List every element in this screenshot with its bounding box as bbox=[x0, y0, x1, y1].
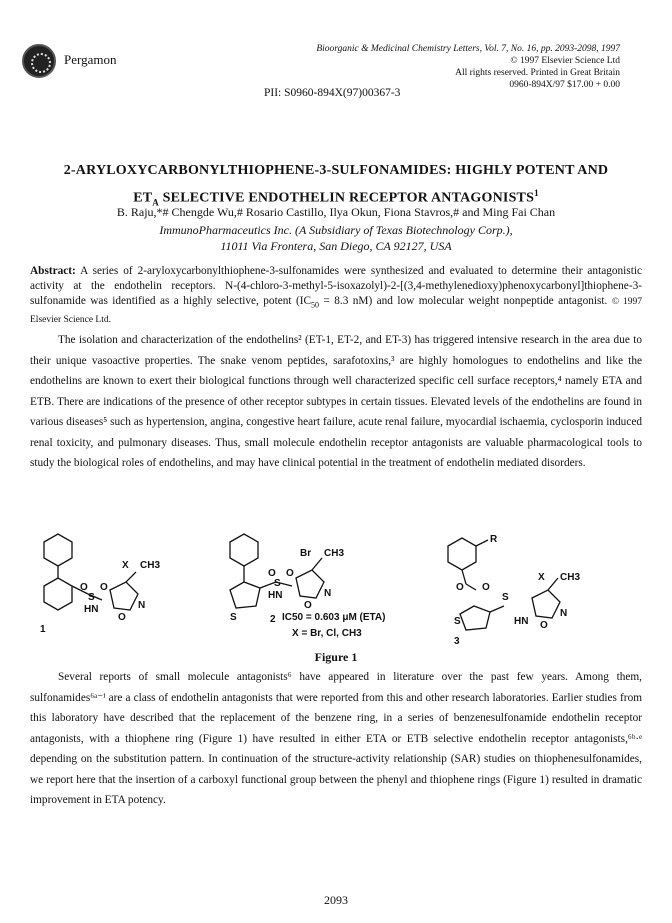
fig-o-ring-2: O bbox=[304, 600, 312, 611]
fig-ic50: IC50 = 0.603 μM (ETA) bbox=[282, 612, 386, 623]
journal-citation bbox=[316, 43, 620, 91]
fig-hn-label-2: HN bbox=[268, 590, 283, 601]
fig-ch3-label-1: CH3 bbox=[140, 560, 161, 571]
fig-x-definition: X = Br, Cl, CH3 bbox=[292, 628, 362, 639]
affiliation bbox=[40, 222, 632, 254]
fig-n-label-2: N bbox=[324, 588, 332, 599]
title-line-1: 2-ARYLOXYCARBONYLTHIOPHENE-3-SULFONAMIDES: HIGHLY POTENT AND bbox=[63, 163, 609, 178]
title-line-2: $ET_A$ SELECTIVE ENDOTHELIN RECEPTOR ANTAGONISTS$^1$ bbox=[133, 188, 539, 208]
page-number: 2093 bbox=[324, 893, 348, 907]
fig-o-ring-1: O bbox=[118, 612, 126, 623]
compound-2-label: 2 bbox=[270, 614, 276, 625]
fig-hn-label-3: HN bbox=[514, 616, 529, 627]
body-paragraph-2: Several reports of small molecule antagonists⁶ have appeared in literature over the past few years. Among them, sulfonamides⁶ᵃ⁻ⁱ are a class of endothelin antagonists that were reported from this and other research laboratories. Earlier studies from this laboratory have described that the replacement of the benzene ring, in a series of benzenesulfonamide endothelin receptor antagonists, with a thiophene ring (Figure 1) have resulted in either ETA or ETB selective endothelin receptor antagonists,⁶ᵇ·ᵉ depending on the substitution pattern. In continuation of the structure-activity relationship (SAR) studies on thiophenesulfonamides, we report here that the insertion of a carboxyl functional group between the phenyl and thiophene rings (Figure 1) resulted in dramatic improvement in ETA potency. bbox=[30, 671, 642, 806]
abstract-copyright: © 1997 Elsevier Science Ltd. bbox=[30, 297, 643, 326]
fig-br-label: Br bbox=[300, 548, 312, 559]
fig-o-ring-3: O bbox=[540, 620, 548, 631]
fig-o-ester-3: O bbox=[456, 582, 464, 593]
fig-s-label-2: S bbox=[274, 578, 281, 589]
fig-thiophene-s-2: S bbox=[230, 612, 237, 623]
pergamon-logo bbox=[22, 44, 56, 78]
fig-ch3-label-3: CH3 bbox=[560, 572, 581, 583]
price-line: 0960-894X/97 $17.00 + 0.00 bbox=[509, 80, 620, 90]
affiliation-line-1: ImmunoPharmaceutics Inc. (A Subsidiary of Texas Biotechnology Corp.), bbox=[159, 223, 513, 237]
fig-n-label-3: N bbox=[560, 608, 568, 619]
fig-n-label-1: N bbox=[138, 600, 146, 611]
abstract-label: Abstract: bbox=[30, 265, 76, 277]
fig-o-carbonyl-3: O bbox=[482, 582, 490, 593]
figure-caption: Figure 1 bbox=[314, 650, 358, 664]
fig-hn-label-1: HN bbox=[84, 604, 99, 615]
rights-line: All rights reserved. Printed in Great Britain bbox=[455, 68, 620, 78]
intro-paragraph: The isolation and characterization of the endothelins² (ET-1, ET-2, and ET-3) has triggered intensive research in the area due to their unique vasoactive properties. The snake venom peptides, sarafotoxins,³ are highly homologues to endothelins and like the endothelins are known to exert their biological functions through well characterized specific cell surface receptors,⁴ namely ETA and ETB. There are indications of the presence of other receptor subtypes in certain tissues. Elevated levels of the endothelins are found in various diseases⁵ such as hypertension, angina, congestive heart failure, acute renal failure, myocardial ischaemia, cyclosporin induced renal toxicity, and pulmonary diseases. Thus, small molecule endothelin receptor antagonists are valuable pharmacological tools to study the biological roles of endothelins, and may have clinical potential in the treatment of endothelin mediated disorders. bbox=[30, 334, 642, 469]
compound-1-label: 1 bbox=[40, 624, 46, 635]
fig-o-label-1: O bbox=[80, 582, 88, 593]
abstract: Abstract: A series of 2-aryloxycarbonylthiophene-3-sulfonamides were synthesized and evaluated to determine their antagonistic activity at the endothelin receptors. N-(4-chloro-3-methyl-5-isoxazolyl)-2-[(3,4-methylenedioxy)phenoxycarbonyl]thiophene-3-sulfonamide was identified as a highly selective, potent ($IC_{50} = 8.3$ nM) and low molecular weight nonpeptide antagonist. © 1997 Elsevier Science Ltd. bbox=[30, 265, 643, 326]
figure-1-structures bbox=[30, 528, 642, 648]
journal-line: Bioorganic & Medicinal Chemistry Letters, Vol. 7, No. 16, pp. 2093-2098, 1997 bbox=[316, 44, 620, 54]
author-list: B. Raju,*# Chengde Wu,# Rosario Castillo, Ilya Okun, Fiona Stavros,# and Ming Fai Chan bbox=[116, 205, 556, 219]
fig-o-label-2b: O bbox=[286, 568, 294, 579]
copyright-line: © 1997 Elsevier Science Ltd bbox=[510, 56, 620, 66]
fig-x-label-3: X bbox=[538, 572, 545, 583]
fig-x-label-1: X bbox=[122, 560, 129, 571]
fig-r-label: R bbox=[490, 534, 498, 545]
pii-identifier: PII: S0960-894X(97)00367-3 bbox=[264, 87, 401, 99]
compound-3-label: 3 bbox=[454, 636, 460, 647]
fig-ch3-label-2: CH3 bbox=[324, 548, 345, 559]
fig-thiophene-s-3: S bbox=[454, 616, 461, 627]
publisher-name: Pergamon bbox=[64, 52, 117, 67]
fig-o-label-1b: O bbox=[100, 582, 108, 593]
affiliation-line-2: 11011 Via Frontera, San Diego, CA 92127, USA bbox=[220, 239, 452, 253]
fig-s-label-1: S bbox=[88, 592, 95, 603]
fig-s-label-3: S bbox=[502, 592, 509, 603]
fig-o-label-2: O bbox=[268, 568, 276, 579]
